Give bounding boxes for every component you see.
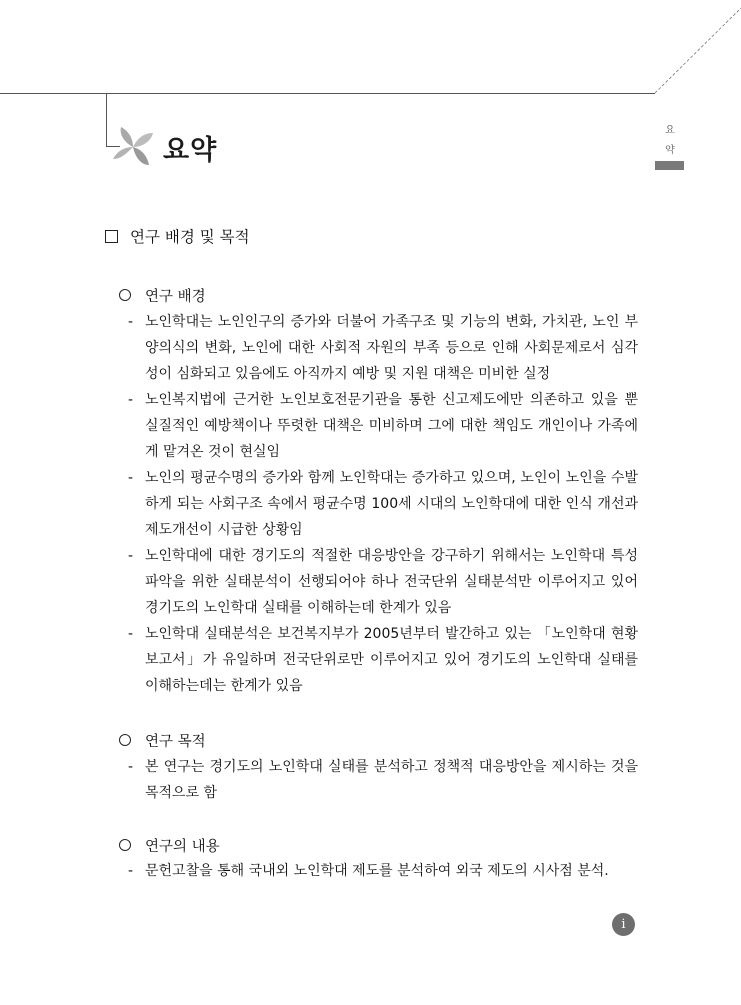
- list-item-text: 노인학대 실태분석은 보건복지부가 2005년부터 발간하고 있는 「노인학대 현황보고서」가 유일하며 전국단위로만 이루어지고 있어 경기도의 노인학대 실태를 이해하는데는 한계가 있음: [145, 626, 638, 694]
- side-section-label: [664, 121, 676, 161]
- subsection-heading: [119, 835, 220, 856]
- list-item: [128, 543, 638, 621]
- list-item-text: 노인학대에 대한 경기도의 적절한 대응방안을 강구하기 위해서는 노인학대 특성 파악을 위한 실태분석이 선행되어야 하나 전국단위 실태분석만 이루어지고 있어 경기도의 노인학대 실태를 이해하는데 한계가 있음: [145, 548, 638, 616]
- circle-bullet-icon: [119, 734, 131, 746]
- side-label-char: 약: [665, 145, 675, 156]
- dash-bullet-icon: -: [128, 759, 134, 775]
- list-item: [128, 465, 638, 543]
- list-item-text: 노인복지법에 근거한 노인보호전문기관을 통한 신고제도에만 의존하고 있을 뿐 실질적인 예방책이나 뚜렷한 대책은 미비하며 그에 대한 책임도 개인이나 가족에게 맡겨온 것이 현실임: [145, 392, 638, 460]
- section-heading-text: 연구 배경 및 목적: [130, 228, 250, 246]
- leaf-ornament-icon: [111, 125, 155, 169]
- dash-bullet-icon: -: [128, 392, 134, 408]
- subsection-heading: [119, 730, 206, 751]
- dash-bullet-icon: -: [128, 548, 134, 564]
- dash-bullet-icon: -: [128, 863, 134, 879]
- list-item: [128, 754, 638, 806]
- circle-bullet-icon: [119, 289, 131, 301]
- list-item: [128, 387, 638, 465]
- subsection-heading: [119, 285, 206, 306]
- subsection-heading-text: 연구 배경: [145, 289, 206, 305]
- dash-bullet-icon: -: [128, 626, 134, 642]
- dash-bullet-icon: -: [128, 314, 134, 330]
- circle-bullet-icon: [119, 839, 131, 851]
- list-item: [128, 309, 638, 387]
- dash-bullet-icon: -: [128, 470, 134, 486]
- list-item-text: 노인의 평균수명의 증가와 함께 노인학대는 증가하고 있으며, 노인이 노인을 수발하게 되는 사회구조 속에서 평균수명 100세 시대의 노인학대에 대한 인식 개선과 제도개선이 시급한 상황임: [145, 470, 638, 538]
- list-item: [128, 621, 638, 699]
- page-title: 요약: [163, 135, 218, 166]
- square-bullet-icon: [105, 230, 118, 243]
- list-item-text: 본 연구는 경기도의 노인학대 실태를 분석하고 정책적 대응방안을 제시하는 것을 목적으로 함: [145, 759, 638, 801]
- page-number: i: [612, 913, 635, 936]
- side-label-char: 요: [665, 125, 675, 136]
- list-item-text: 문헌고찰을 통해 국내외 노인학대 제도를 분석하여 외국 제도의 시사점 분석.: [145, 863, 609, 879]
- subsection-heading-text: 연구의 내용: [145, 839, 220, 855]
- subsection-heading-text: 연구 목적: [145, 734, 206, 750]
- list-item-text: 노인학대는 노인인구의 증가와 더불어 가족구조 및 기능의 변화, 가치관, 노인 부양의식의 변화, 노인에 대한 사회적 자원의 부족 등으로 인해 사회문제로서 심각성이 심화되고 있음에도 아직까지 예방 및 지원 대책은 미비한 실정: [145, 314, 638, 382]
- side-accent-bar: [655, 161, 684, 170]
- list-item: [128, 858, 638, 884]
- section-heading: [105, 225, 250, 247]
